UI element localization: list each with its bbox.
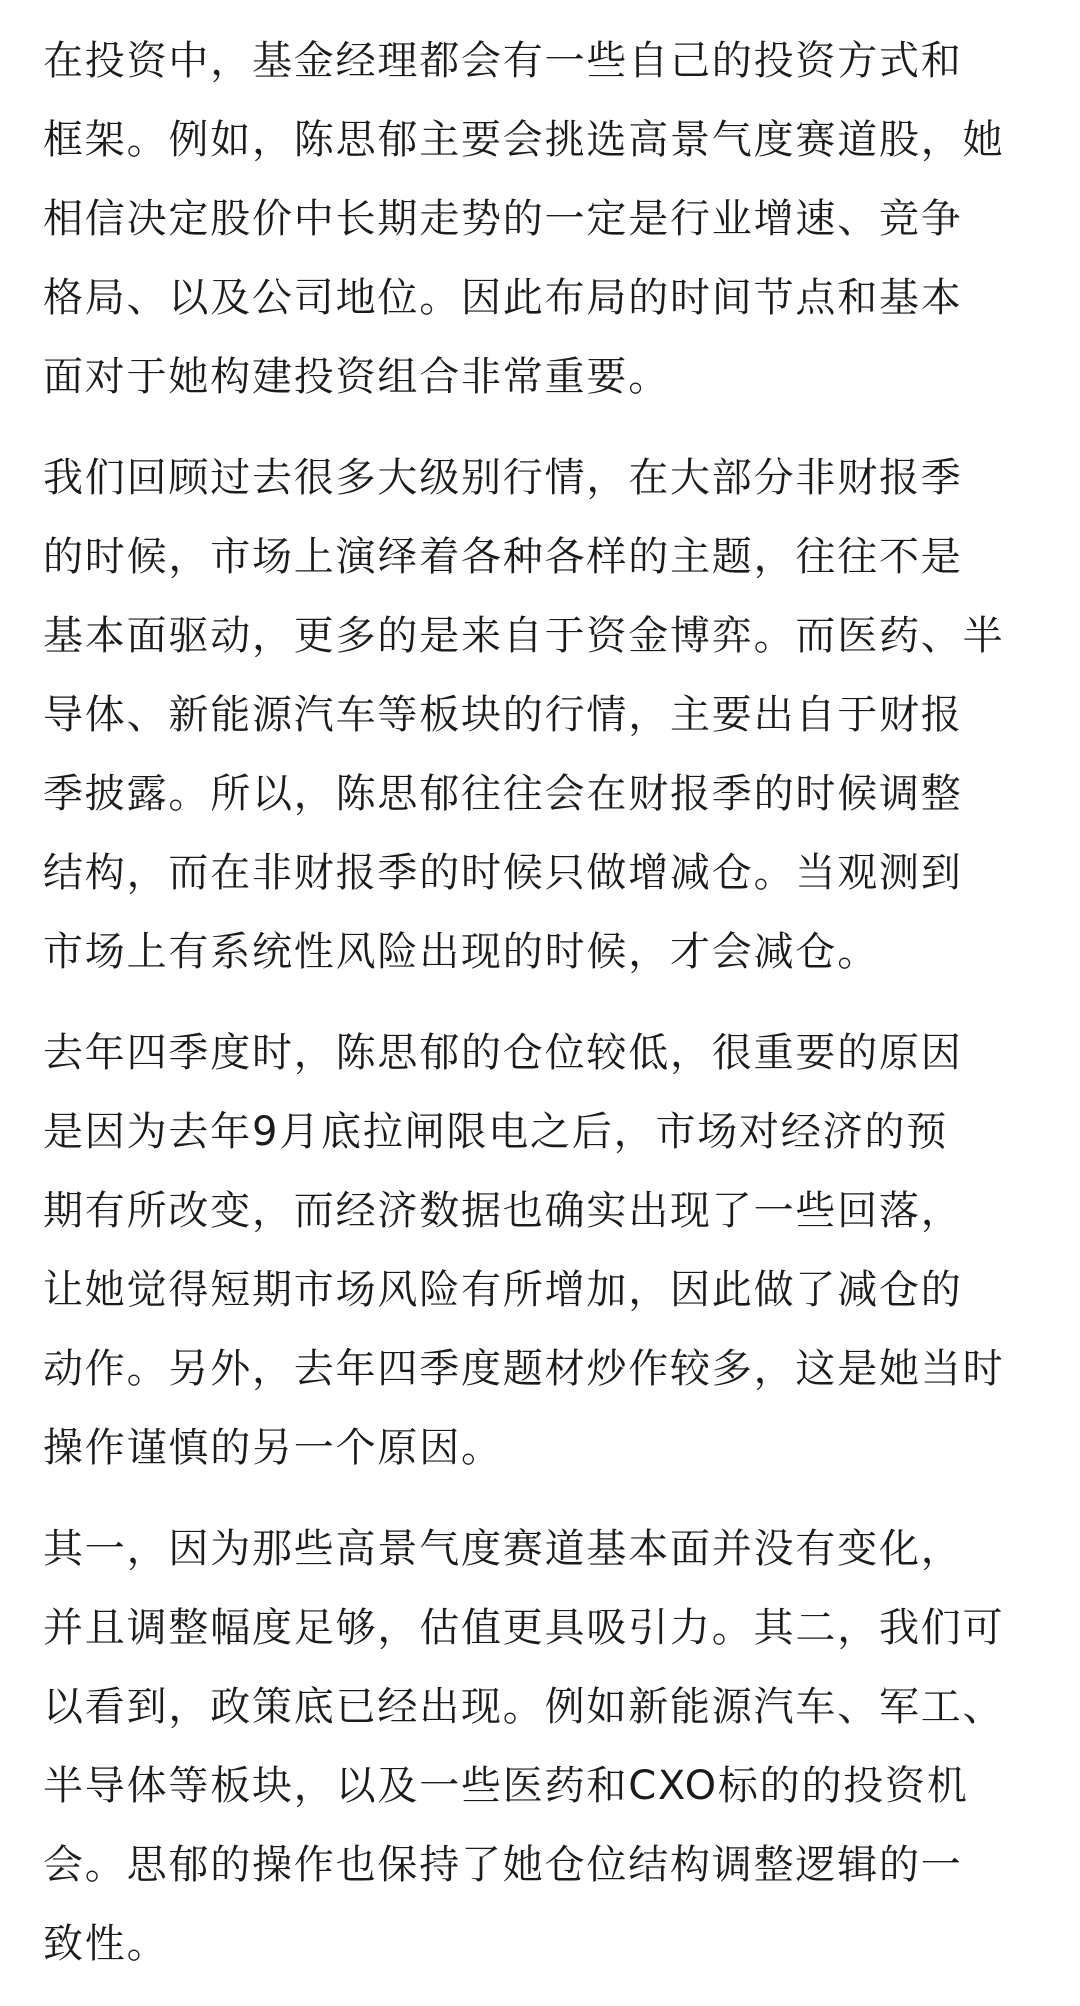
text-line: 操作谨慎的另一个原因。: [43, 1425, 503, 1471]
text-line: 在投资中，基金经理都会有一些自己的投资方式和: [43, 38, 963, 84]
text-line: 让她觉得短期市场风险有所增加，因此做了减仓的: [43, 1267, 963, 1313]
text-line: 去年四季度时，陈思郁的仓位较低，很重要的原因: [43, 1030, 963, 1076]
paragraph-3: [43, 1014, 1043, 1488]
text-line: 其一，因为那些高景气度赛道基本面并没有变化，: [43, 1526, 963, 1572]
text-line: 市场上有系统性风险出现的时候，才会减仓。: [43, 929, 879, 975]
text-line: 基本面驱动，更多的是来自于资金博弈。而医药、半: [43, 613, 1005, 659]
article-body: [43, 22, 1043, 2006]
text-line: 框架。例如，陈思郁主要会挑选高景气度赛道股，她: [43, 117, 1005, 163]
text-line: 是因为去年9月底拉闸限电之后，市场对经济的预: [43, 1109, 949, 1155]
text-line: 格局、以及公司地位。因此布局的时间节点和基本: [43, 275, 963, 321]
text-line: 动作。另外，去年四季度题材炒作较多，这是她当时: [43, 1346, 1005, 1392]
text-line: 以看到，政策底已经出现。例如新能源汽车、军工、: [43, 1684, 1005, 1730]
text-line: 面对于她构建投资组合非常重要。: [43, 354, 670, 400]
text-line: 结构，而在非财报季的时候只做增减仓。当观测到: [43, 850, 963, 896]
paragraph-2: [43, 439, 1043, 992]
text-line: 会。思郁的操作也保持了她仓位结构调整逻辑的一: [43, 1842, 963, 1888]
text-line: 相信决定股价中长期走势的一定是行业增速、竞争: [43, 196, 963, 242]
text-line: 的时候，市场上演绎着各种各样的主题，往往不是: [43, 534, 963, 580]
paragraph-1: [43, 22, 1043, 417]
text-line: 我们回顾过去很多大级别行情，在大部分非财报季: [43, 455, 963, 501]
text-line: 半导体等板块，以及一些医药和CXO标的的投资机: [43, 1763, 969, 1809]
text-line: 季披露。所以，陈思郁往往会在财报季的时候调整: [43, 771, 963, 817]
text-line: 期有所改变，而经济数据也确实出现了一些回落，: [43, 1188, 963, 1234]
text-line: 致性。: [43, 1921, 169, 1967]
text-line: 导体、新能源汽车等板块的行情，主要出自于财报: [43, 692, 963, 738]
text-line: 并且调整幅度足够，估值更具吸引力。其二，我们可: [43, 1605, 1005, 1651]
paragraph-4: [43, 1510, 1043, 1984]
